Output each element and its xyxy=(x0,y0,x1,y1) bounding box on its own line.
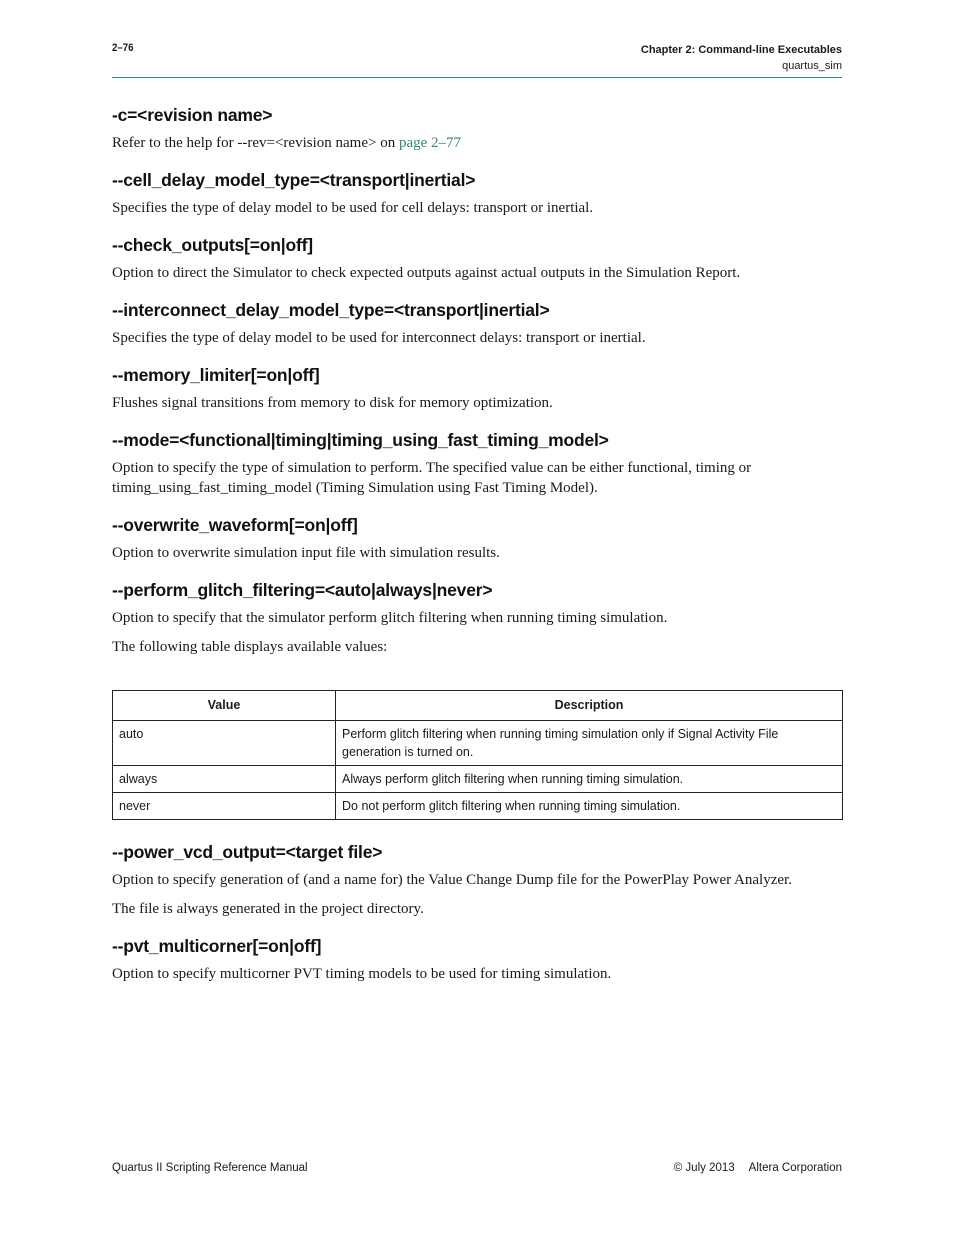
table-intro: The following table displays available values: xyxy=(112,639,388,655)
option-revision xyxy=(112,103,842,153)
header-rule xyxy=(112,77,842,78)
option-mode xyxy=(112,428,842,498)
option-description: Option to specify the type of simulation to perform. The specified value can be either functional, timing or timing_using_fast_timing_model (Timing Simulation using Fast Timing Model). xyxy=(112,460,752,496)
table-row xyxy=(113,766,843,793)
value-cell: always xyxy=(113,766,336,793)
running-header xyxy=(641,42,842,74)
option-description: Option to specify generation of (and a name for) the Value Change Dump file for the PowerPlay Power Analyzer. xyxy=(112,872,792,888)
glitch-filter-values-table xyxy=(112,690,843,820)
option-description xyxy=(112,133,842,153)
table-row xyxy=(113,793,843,820)
option-heading: --check_outputs[=on|off] xyxy=(112,235,313,255)
rev-help-text: Refer to the help for --rev=<revision name> on xyxy=(112,135,399,151)
option-description: Option to specify multicorner PVT timing models to be used for timing simulation. xyxy=(112,966,612,982)
option-power-vcd-output xyxy=(112,840,842,919)
option-heading: --cell_delay_model_type=<transport|inertial> xyxy=(112,170,476,190)
option-heading: --power_vcd_output=<target file> xyxy=(112,842,383,862)
option-heading: -c=<revision name> xyxy=(112,105,273,125)
table-row xyxy=(113,721,843,766)
option-note: The file is always generated in the project directory. xyxy=(112,901,424,917)
company-name: Altera Corporation xyxy=(748,1162,842,1174)
option-description: Specifies the type of delay model to be used for interconnect delays: transport or inertial. xyxy=(112,330,646,346)
option-heading: --interconnect_delay_model_type=<transport|inertial> xyxy=(112,300,550,320)
option-memory-limiter xyxy=(112,363,842,413)
option-pvt-multicorner xyxy=(112,934,842,984)
option-description: Option to overwrite simulation input file with simulation results. xyxy=(112,545,500,561)
section-title: quartus_sim xyxy=(782,60,842,72)
manual-title: Quartus II Scripting Reference Manual xyxy=(112,1162,308,1174)
option-perform-glitch-filtering xyxy=(112,578,842,820)
page-number: 2–76 xyxy=(112,42,134,54)
description-cell: Do not perform glitch filtering when running timing simulation. xyxy=(336,793,843,820)
option-interconnect-delay-model xyxy=(112,298,842,348)
page-body xyxy=(112,103,842,999)
table-header-row xyxy=(113,691,843,721)
option-cell-delay-model xyxy=(112,168,842,218)
option-overwrite-waveform xyxy=(112,513,842,563)
option-heading: --pvt_multicorner[=on|off] xyxy=(112,936,322,956)
value-cell: never xyxy=(113,793,336,820)
footer-copyright xyxy=(674,1162,842,1174)
option-description: Flushes signal transitions from memory to disk for memory optimization. xyxy=(112,395,553,411)
value-cell: auto xyxy=(113,721,336,766)
option-heading: --memory_limiter[=on|off] xyxy=(112,365,320,385)
description-cell: Perform glitch filtering when running timing simulation only if Signal Activity File generation is turned on. xyxy=(336,721,843,766)
option-heading: --overwrite_waveform[=on|off] xyxy=(112,515,358,535)
page-link[interactable]: page 2–77 xyxy=(398,135,462,151)
column-header-value: Value xyxy=(113,691,336,721)
option-description: Option to direct the Simulator to check expected outputs against actual outputs in the Simulation Report. xyxy=(112,265,741,281)
option-heading: --perform_glitch_filtering=<auto|always|never> xyxy=(112,580,493,600)
description-cell: Always perform glitch filtering when running timing simulation. xyxy=(336,766,843,793)
option-check-outputs xyxy=(112,233,842,283)
option-description: Option to specify that the simulator perform glitch filtering when running timing simulation. xyxy=(112,610,668,626)
column-header-description: Description xyxy=(336,691,843,721)
option-description: Specifies the type of delay model to be used for cell delays: transport or inertial. xyxy=(112,200,594,216)
copyright-date: © July 2013 xyxy=(673,1162,735,1174)
chapter-title: Chapter 2: Command-line Executables xyxy=(640,44,842,56)
option-heading: --mode=<functional|timing|timing_using_fast_timing_model> xyxy=(112,430,609,450)
